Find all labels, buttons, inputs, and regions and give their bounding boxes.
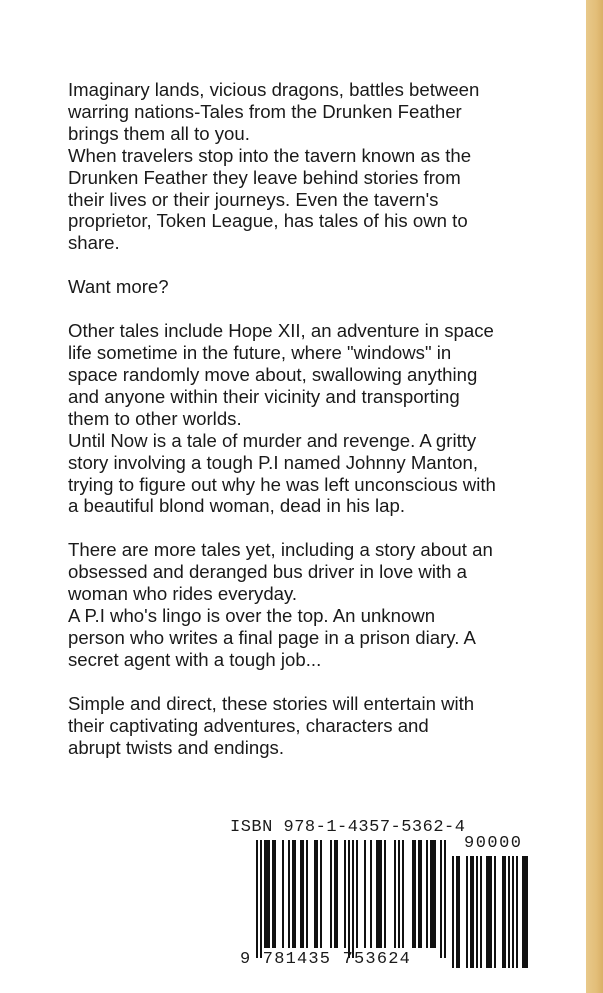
barcode-bar xyxy=(330,840,332,948)
barcode-bar xyxy=(320,840,322,948)
barcode-bar xyxy=(378,840,380,948)
barcode-bar xyxy=(256,840,258,958)
barcode-bar xyxy=(432,840,434,948)
addon-bar xyxy=(508,856,510,968)
blurb-paragraph-hope: Other tales include Hope XII, an adventure in space life sometime in the future, where "windows" in space randomly move about, swallowing anything and anyone within their vicinity and transporting them to other worlds. xyxy=(68,320,494,429)
barcode-bar xyxy=(426,840,428,948)
barcode-bar xyxy=(370,840,372,948)
price-addon-digits: 90000 xyxy=(464,834,523,853)
blurb-paragraph-tavern: When travelers stop into the tavern known as the Drunken Feather they leave behind stories from their lives or their journeys. Even the tavern's proprietor, Token League, has tales of his own to share. xyxy=(68,144,472,254)
addon-bar xyxy=(522,856,524,968)
barcode-bar xyxy=(272,840,274,948)
barcode-bar xyxy=(274,840,276,948)
barcode-bar xyxy=(306,840,308,948)
barcode-bar xyxy=(268,840,270,948)
addon-bar xyxy=(452,856,454,968)
barcode-bar xyxy=(394,840,396,948)
addon-bar xyxy=(526,856,528,968)
barcode-bar xyxy=(364,840,366,948)
barcode-bar xyxy=(376,840,378,948)
blurb-paragraph-closing: Simple and direct, these stories will entertain with their captivating adventures, characters and abrupt twists and endings. xyxy=(68,692,475,758)
barcode-bar xyxy=(402,840,404,948)
barcode-bar xyxy=(414,840,416,948)
barcode-bar xyxy=(412,840,414,948)
barcode-bar xyxy=(334,840,336,948)
barcode-bar xyxy=(302,840,304,948)
barcode-bar xyxy=(266,840,268,948)
addon-bar xyxy=(470,856,472,968)
paragraph-gap xyxy=(68,254,548,276)
addon-bar xyxy=(488,856,490,968)
barcode-bar xyxy=(264,840,266,948)
addon-bar xyxy=(494,856,496,968)
barcode-bar xyxy=(444,840,446,958)
barcode-bar xyxy=(344,840,346,948)
paragraph-gap xyxy=(68,671,548,693)
barcode-bar xyxy=(380,840,382,948)
blurb-paragraph-pi: A P.I who's lingo is over the top. An unknown person who writes a final page in a prison diary. A secret agent with a tough job... xyxy=(68,605,476,670)
barcode-bar xyxy=(384,840,386,948)
addon-bar xyxy=(512,856,514,968)
barcode-bar xyxy=(418,840,420,948)
barcode-bar xyxy=(398,840,400,948)
barcode-bar xyxy=(430,840,432,948)
addon-bar xyxy=(466,856,468,968)
barcode-bar xyxy=(300,840,302,948)
addon-bar xyxy=(486,856,488,968)
ean-digits: 9 781435 753624 xyxy=(240,950,412,969)
addon-bar xyxy=(490,856,492,968)
isbn-barcode xyxy=(230,818,530,978)
barcode-bar xyxy=(314,840,316,948)
barcode-bar xyxy=(356,840,358,948)
addon-bar xyxy=(472,856,474,968)
addon-bar xyxy=(476,856,478,968)
barcode-bar xyxy=(316,840,318,948)
isbn-label: ISBN 978-1-4357-5362-4 xyxy=(230,818,466,837)
barcode-bar xyxy=(420,840,422,948)
blurb-paragraph-until-now: Until Now is a tale of murder and revenge. A gritty story involving a tough P.I named Johnny Manton, trying to figure out why he was left unconscious with a beautiful blond woman, dead in his lap. xyxy=(68,429,496,517)
spine-edge xyxy=(586,0,603,993)
blurb-paragraph-more-tales: There are more tales yet, including a story about an obsessed and deranged bus driver in love with a woman who rides everyday. xyxy=(68,539,493,605)
barcode-bar xyxy=(292,840,294,948)
barcode-bar xyxy=(440,840,442,958)
barcode-bar xyxy=(282,840,284,948)
addon-bar xyxy=(504,856,506,968)
addon-bar xyxy=(458,856,460,968)
addon-bar xyxy=(524,856,526,968)
addon-bar xyxy=(502,856,504,968)
barcode-bar xyxy=(336,840,338,948)
blurb-want-more: Want more? xyxy=(68,276,169,298)
paragraph-gap xyxy=(68,517,548,539)
barcode-bar xyxy=(434,840,436,948)
paragraph-gap xyxy=(68,298,548,320)
barcode-bar xyxy=(348,840,350,958)
barcode-bar xyxy=(288,840,290,948)
addon-bar xyxy=(480,856,482,968)
barcode-bar xyxy=(352,840,354,958)
barcode-bar xyxy=(294,840,296,948)
addon-bar xyxy=(516,856,518,968)
barcode-bar xyxy=(260,840,262,958)
blurb-paragraph-intro: Imaginary lands, vicious dragons, battles between warring nations-Tales from the Drunken Feather brings them all to you. xyxy=(68,79,480,144)
addon-bar xyxy=(456,856,458,968)
blurb-text xyxy=(68,79,548,758)
